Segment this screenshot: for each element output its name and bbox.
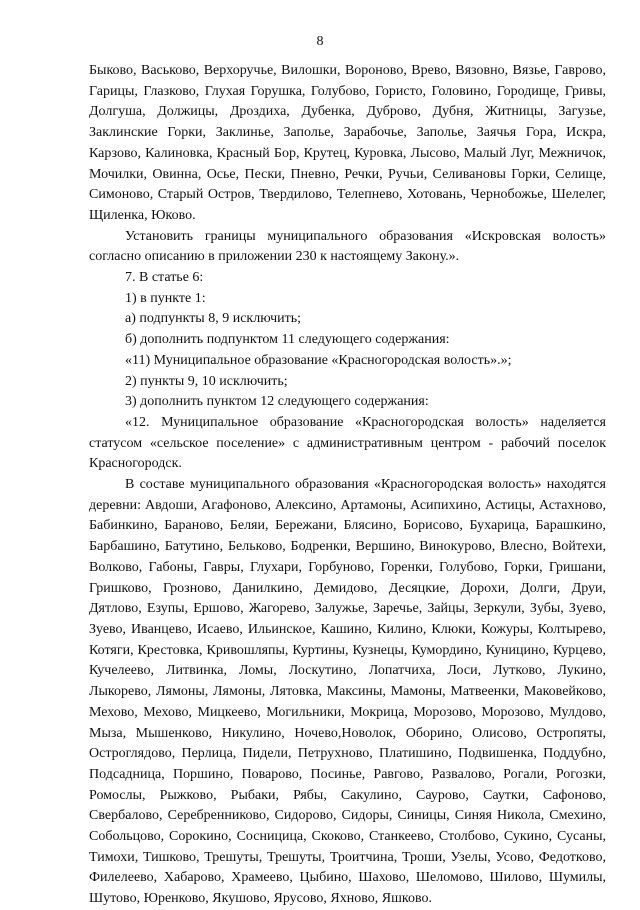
village-list-paragraph: Быково, Васьково, Верхоручье, Вилошки, Вороново, Врево, Вязовно, Вязье, Гаврово, Гарицы, Глазково, Глухая Горушка, Голубово, Гористо, Головино, Городище, Гривы, Долгуша, Должицы, Дроздиха, Дубенка, Дуброво, Дубня, Житницы, Загузье, Заклинские Горки, Заклинье, Заполье, Зарабочье, Заполье, Заячья Гора, Искра, Карзово, Калиновка, Красный Бор, Крутец, Куровка, Лысово, Малый Луг, Межничок, Мочилки, Овинна, Осье, Пески, Пневно, Речки, Ручьи, Селивановы Горки, Селище, Симоново, Старый Остров, Твердилово, Телепнево, Хотовань, Чернобожье, Шелелег, Щиленка, Юково. bbox=[89, 63, 606, 223]
page-number: 8 bbox=[316, 34, 324, 49]
point-12-paragraph: «12. Муниципальное образование «Красногородская волость» наделяется статусом «сельское поселение» с административным центром - рабочий поселок Красногородск. bbox=[89, 414, 606, 472]
item-2: 2) пункты 9, 10 исключить; bbox=[125, 373, 288, 389]
boundary-paragraph: Установить границы муниципального образования «Искровская волость» согласно описанию в приложении 230 к настоящему Закону.». bbox=[89, 228, 606, 265]
krasnogorodskaya-villages-paragraph: В составе муниципального образования «Красногородская волость» находятся деревни: Авдоши, Агафоново, Алексино, Артамоны, Асипихино, Астицы, Астахново, Бабинкино, Бараново, Беляи, Бережани, Блясино, Борисово, Бухарица, Барашкино, Барбашино, Батутино, Бельково, Бодренки, Вершино, Винокурово, Влесно, Войтехи, Волково, Габоны, Гавры, Глухари, Горбуново, Горенки, Голубово, Горки, Гришани, Гришково, Грозново, Данилкино, Демидово, Десяцкие, Дорохи, Долги, Друи, Дятлово, Езупы, Ершово, Жагорево, Залужье, Заречье, Зайцы, Зеркули, Зубы, Зуево, Зуево, Иванцево, Исаево, Ильинское, Кашино, Килино, Клюки, Кожуры, Колтырево, Котяги, Крестовка, Кривошляпы, Куртины, Кузнецы, Кумордино, Куницино, Курцево, Кучелеево, Литвинка, Ломы, Лоскутино, Лопатчиха, Лоси, Лутково, Лукино, Лыкорево, Лямоны, Лямоны, Лятовка, Максины, Мамоны, Матвеенки, Маковейково, Мехово, Мехово, Мицкеево, Могильники, Мокрица, Морозово, Морозово, Мулдово, Мыза, Мышенково, Никулино, Ночево,Новолок, Оборино, Олисово, Остропяты, Остроглядово, Перлица, Пидели, Петрухново, Платишино, Подвишенка, Поддубно, Подсадница, Поршино, Поварово, Посинье, Равгово, Развалово, Рогали, Рогозки, Ромослы, Рыжково, Рыбаки, Рябы, Сакулино, Саурово, Саутки, Сафоново, Свербалово, Серебренниково, Сидорово, Сидоры, Синицы, Синяя Никола, Смехино, Собольцово, Сорокино, Сосницица, Скоково, Станкеево, Столбово, Сукино, Сусаны, Тимохи, Тишково, Трешуты, Трешуты, Троитчина, Троши, Узелы, Усово, Федотково, Филелеево, Хабарово, Храмеево, Цыбино, Шахово, Шеломово, Шилово, Шумилы, Шутово, Юренково, Якушово, Ярусово, Яхново, Яшково. bbox=[89, 477, 606, 907]
subpoint-11-text: «11) Муниципальное образование «Красногородская волость».»; bbox=[125, 352, 512, 368]
item-3: 3) дополнить пунктом 12 следующего содержания: bbox=[125, 394, 429, 410]
subitem-b: б) дополнить подпунктом 11 следующего содержания: bbox=[125, 332, 450, 348]
article-6-heading: 7. В статье 6: bbox=[125, 270, 204, 286]
subitem-a: а) подпункты 8, 9 исключить; bbox=[125, 311, 302, 327]
document-body bbox=[89, 61, 606, 910]
item-1-point-1: 1) в пункте 1: bbox=[125, 290, 206, 306]
